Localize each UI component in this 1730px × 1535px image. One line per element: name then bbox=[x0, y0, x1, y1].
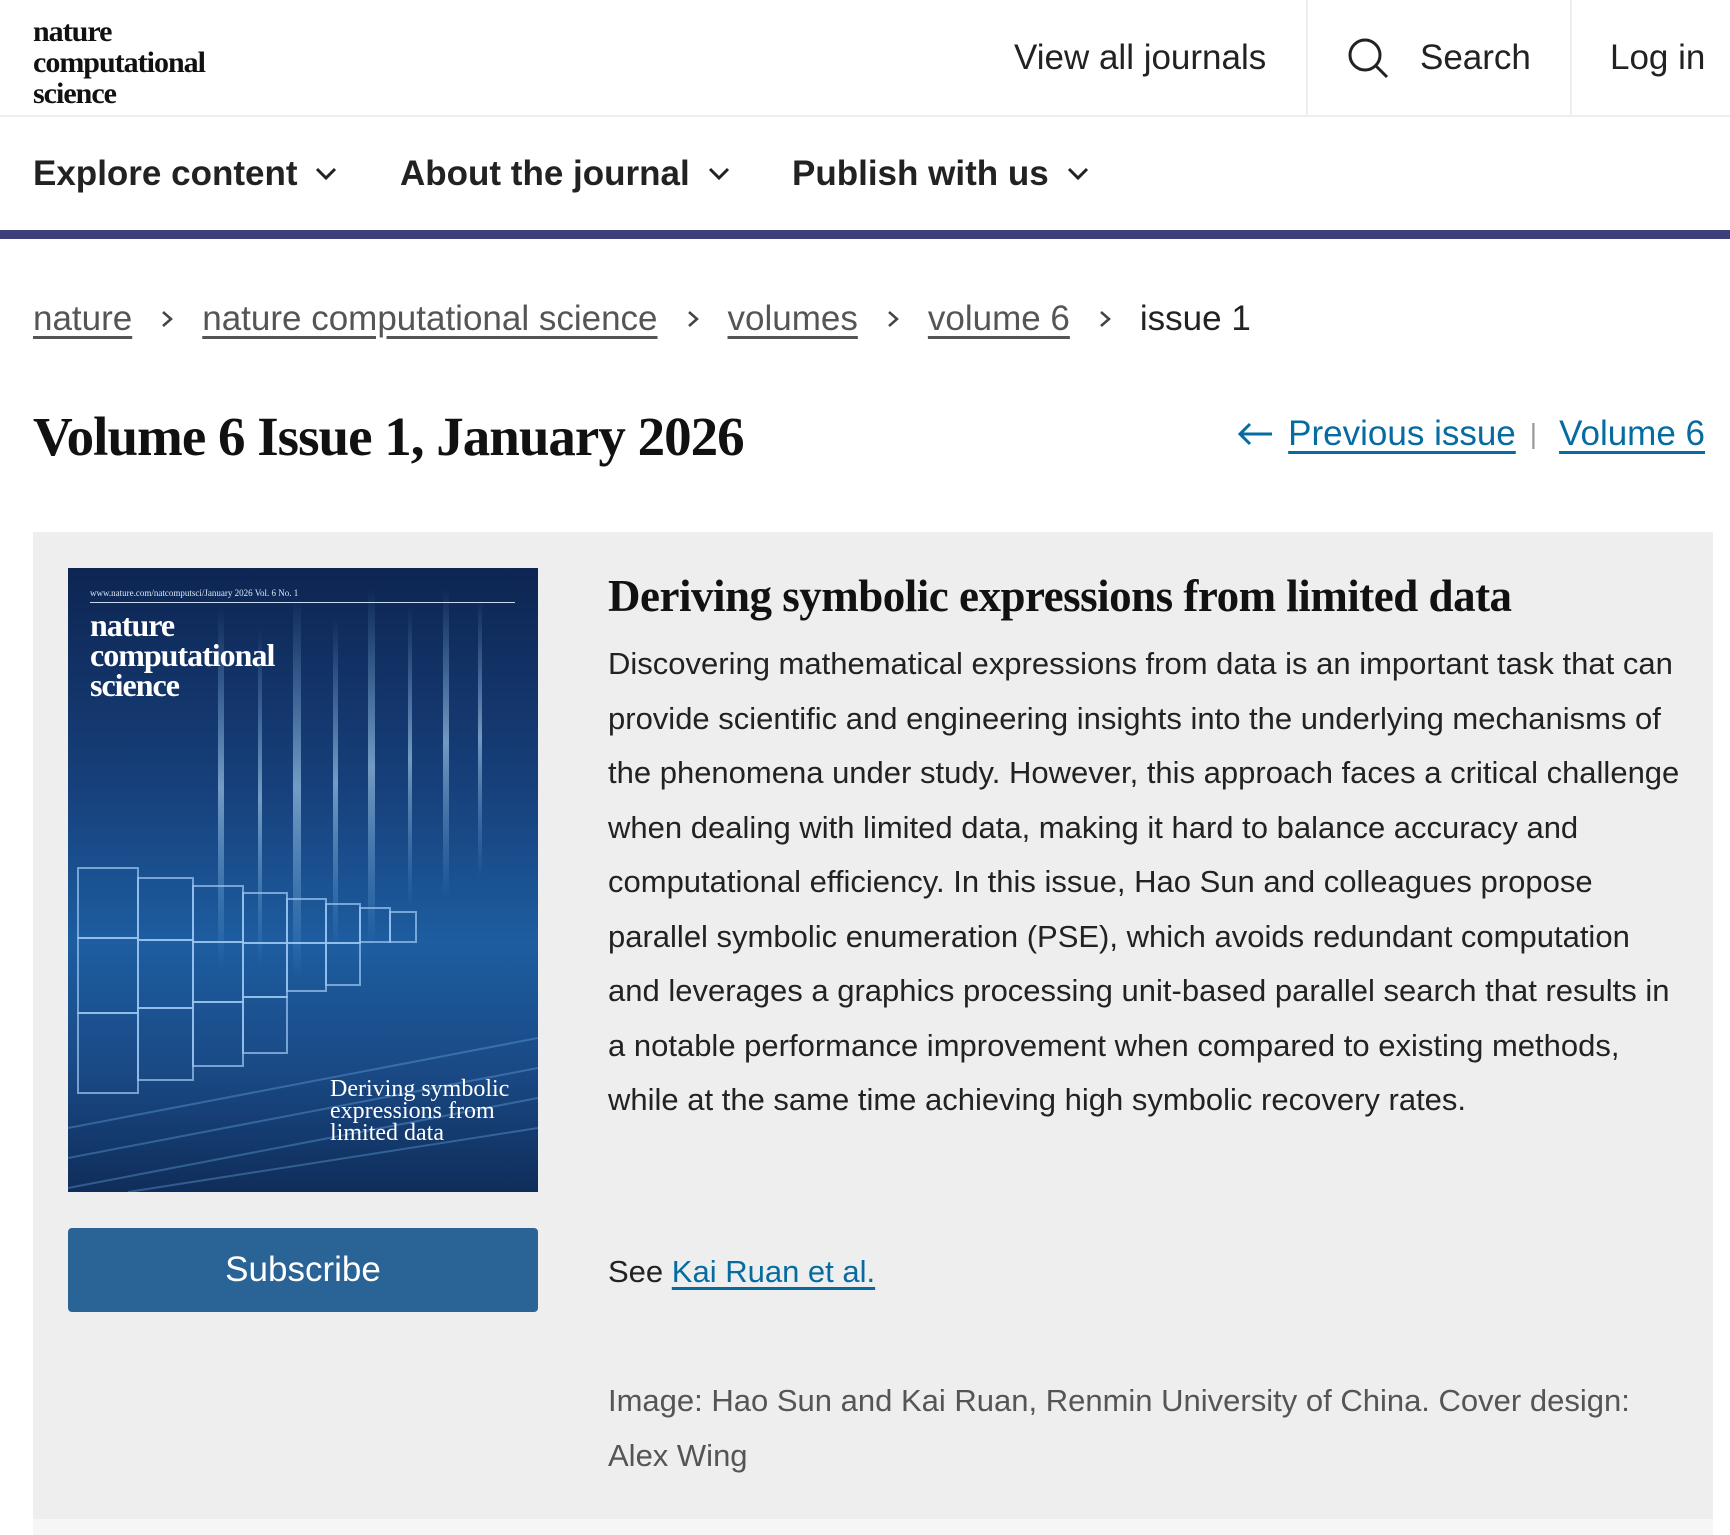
chevron-right-icon bbox=[886, 309, 900, 329]
journal-logo[interactable] bbox=[33, 16, 205, 109]
cover-brand-line: nature bbox=[90, 607, 175, 643]
cover-feature-panel bbox=[33, 532, 1713, 1535]
cover-image[interactable] bbox=[68, 568, 538, 1192]
subscribe-button[interactable]: Subscribe bbox=[68, 1228, 538, 1312]
see-prefix: See bbox=[608, 1254, 664, 1289]
main-nav bbox=[0, 117, 1730, 239]
nav-label: Publish with us bbox=[792, 153, 1049, 193]
cover-caption-line: Deriving symbolic bbox=[330, 1076, 510, 1102]
search-icon bbox=[1346, 36, 1390, 80]
volume-link[interactable]: Volume 6 bbox=[1559, 414, 1705, 453]
cover-caption-line: expressions from bbox=[330, 1098, 495, 1124]
cover-brand bbox=[90, 607, 275, 703]
article-link[interactable]: Kai Ruan et al. bbox=[671, 1254, 876, 1289]
breadcrumb-volumes[interactable]: volumes bbox=[727, 299, 858, 338]
divider: | bbox=[1529, 418, 1538, 449]
nav-publish-with-us[interactable] bbox=[792, 117, 1089, 230]
breadcrumb-current: issue 1 bbox=[1139, 299, 1251, 338]
view-all-journals-link[interactable]: View all journals bbox=[1014, 37, 1267, 77]
see-also-line bbox=[608, 1254, 875, 1290]
login-link[interactable]: Log in bbox=[1570, 0, 1730, 115]
chevron-down-icon bbox=[1067, 167, 1089, 181]
top-bar bbox=[0, 0, 1730, 117]
nav-label: About the journal bbox=[400, 153, 690, 193]
breadcrumb-nature[interactable]: nature bbox=[33, 299, 133, 338]
image-credit: Image: Hao Sun and Kai Ruan, Renmin University of China. Cover design: Alex Wing bbox=[608, 1383, 1630, 1473]
logo-line: nature bbox=[33, 15, 112, 48]
cover-brand-line: computational bbox=[90, 637, 275, 673]
page-title: Volume 6 Issue 1, January 2026 bbox=[33, 406, 744, 467]
search-label: Search bbox=[1420, 37, 1531, 77]
nav-about-journal[interactable] bbox=[400, 117, 730, 230]
logo-line: computational bbox=[33, 46, 206, 79]
search-button[interactable] bbox=[1306, 0, 1570, 115]
feature-title: Deriving symbolic expressions from limited data bbox=[608, 571, 1512, 621]
breadcrumb-volume[interactable]: volume 6 bbox=[927, 299, 1070, 338]
chevron-right-icon bbox=[1098, 309, 1112, 329]
nav-label: Explore content bbox=[33, 153, 298, 193]
cover-url-line: www.nature.com/natcomputsci/January 2026 Vol. 6 No. 1 bbox=[90, 588, 299, 598]
breadcrumb bbox=[33, 294, 1251, 344]
chevron-down-icon bbox=[708, 167, 730, 181]
breadcrumb-journal[interactable]: nature computational science bbox=[202, 299, 658, 338]
panel-bottom-edge bbox=[33, 1519, 1713, 1535]
chevron-right-icon bbox=[686, 309, 700, 329]
arrow-left-icon bbox=[1236, 421, 1274, 447]
feature-description: Discovering mathematical expressions from data is an important task that can provide scientific and engineering insights into the underlying mechanisms of the phenomena under study. However, this approach faces a critical challenge when dealing with limited data, making it hard to balance accuracy and computational efficiency. In this issue, Hao Sun and colleagues propose parallel symbolic enumeration (PSE), which avoids redundant computation and leverages a graphics processing unit-based parallel search that results in a notable performance improvement when compared to existing methods, while at the same time achieving high symbolic recovery rates. bbox=[608, 646, 1680, 1117]
cover-caption bbox=[330, 1078, 509, 1144]
previous-issue-link[interactable]: Previous issue bbox=[1288, 414, 1516, 453]
cover-brand-line: science bbox=[90, 667, 179, 703]
cover-caption-line: limited data bbox=[330, 1120, 444, 1146]
chevron-down-icon bbox=[315, 167, 337, 181]
logo-line: science bbox=[33, 77, 116, 110]
cover-divider bbox=[90, 602, 515, 603]
chevron-right-icon bbox=[160, 309, 174, 329]
nav-explore-content[interactable] bbox=[33, 117, 337, 230]
issue-navigation bbox=[1236, 414, 1705, 454]
